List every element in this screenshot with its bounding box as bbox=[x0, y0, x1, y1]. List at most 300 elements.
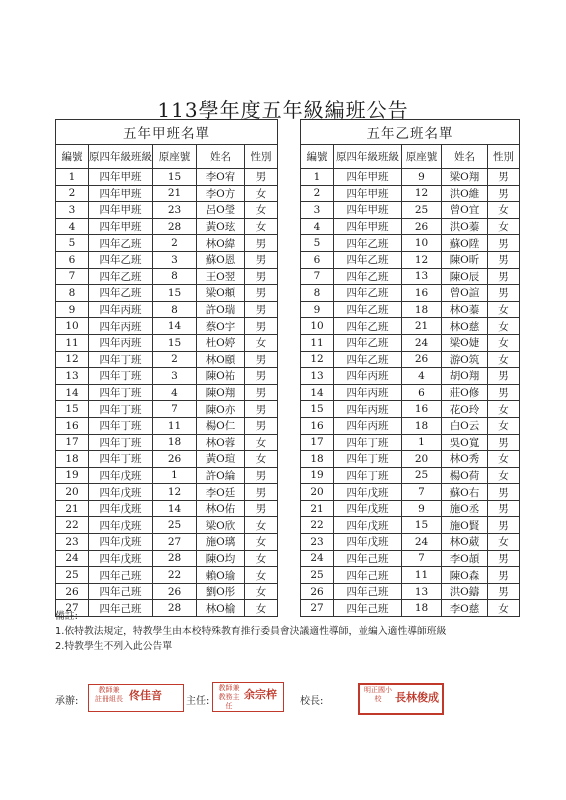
original-class-cell: 四年甲班 bbox=[89, 169, 153, 186]
original-class-cell: 四年己班 bbox=[89, 600, 153, 617]
student-name-cell: 陳O亦 bbox=[197, 401, 245, 418]
original-seat-cell: 18 bbox=[153, 434, 197, 451]
gender-cell: 男 bbox=[245, 417, 278, 434]
column-header: 編號 bbox=[301, 145, 334, 169]
student-name-cell: 施O璃 bbox=[197, 534, 245, 551]
original-seat-cell: 9 bbox=[402, 500, 442, 517]
original-seat-cell: 11 bbox=[153, 417, 197, 434]
seat-number-cell: 23 bbox=[56, 534, 89, 551]
original-class-cell: 四年乙班 bbox=[89, 268, 153, 285]
table-row bbox=[301, 434, 520, 451]
original-class-cell: 四年戊班 bbox=[334, 517, 402, 534]
original-class-cell: 四年丙班 bbox=[89, 318, 153, 335]
original-seat-cell: 12 bbox=[402, 251, 442, 268]
student-name-cell: 莊O修 bbox=[442, 384, 488, 401]
original-class-cell: 四年戊班 bbox=[334, 500, 402, 517]
student-name-cell: 林O榆 bbox=[197, 600, 245, 617]
note-item: 1.依特教法規定，特教學生由本校特殊教育推行委員會決議適性導師，並編入適性導師班級 bbox=[55, 626, 447, 637]
original-seat-cell: 6 bbox=[402, 384, 442, 401]
gender-cell: 男 bbox=[488, 550, 520, 567]
seat-number-cell: 19 bbox=[56, 467, 89, 484]
column-header: 原四年級班級 bbox=[334, 145, 402, 169]
original-seat-cell: 16 bbox=[402, 401, 442, 418]
seat-number-cell: 9 bbox=[56, 301, 89, 318]
original-class-cell: 四年己班 bbox=[334, 600, 402, 617]
seat-number-cell: 21 bbox=[56, 500, 89, 517]
table-row bbox=[56, 384, 278, 401]
gender-cell: 女 bbox=[245, 434, 278, 451]
student-name-cell: 陳O翔 bbox=[197, 384, 245, 401]
student-name-cell: 洪O蓁 bbox=[442, 218, 488, 235]
student-name-cell: 蘇O陞 bbox=[442, 235, 488, 252]
seat-number-cell: 17 bbox=[56, 434, 89, 451]
seat-number-cell: 11 bbox=[301, 334, 334, 351]
gender-cell: 女 bbox=[245, 334, 278, 351]
table-row bbox=[56, 434, 278, 451]
seat-number-cell: 20 bbox=[301, 484, 334, 501]
student-name-cell: 陳O辰 bbox=[442, 268, 488, 285]
original-seat-cell: 28 bbox=[153, 218, 197, 235]
student-name-cell: 許O瑞 bbox=[197, 301, 245, 318]
table-row bbox=[301, 467, 520, 484]
student-name-cell: 林O葳 bbox=[442, 534, 488, 551]
table-row bbox=[56, 185, 278, 202]
original-class-cell: 四年甲班 bbox=[334, 185, 402, 202]
gender-cell: 女 bbox=[488, 467, 520, 484]
column-header: 原座號 bbox=[402, 145, 442, 169]
gender-cell: 女 bbox=[488, 401, 520, 418]
original-class-cell: 四年己班 bbox=[334, 567, 402, 584]
original-seat-cell: 12 bbox=[402, 185, 442, 202]
original-seat-cell: 15 bbox=[153, 169, 197, 186]
column-header: 編號 bbox=[56, 145, 89, 169]
class-a-roster-table bbox=[55, 119, 278, 617]
original-seat-cell: 4 bbox=[153, 384, 197, 401]
seat-number-cell: 4 bbox=[56, 218, 89, 235]
original-class-cell: 四年丙班 bbox=[334, 401, 402, 418]
table-row bbox=[56, 467, 278, 484]
seat-number-cell: 25 bbox=[56, 567, 89, 584]
original-class-cell: 四年丁班 bbox=[89, 434, 153, 451]
original-class-cell: 四年戊班 bbox=[89, 484, 153, 501]
original-class-cell: 四年丁班 bbox=[334, 451, 402, 468]
gender-cell: 男 bbox=[245, 384, 278, 401]
original-class-cell: 四年乙班 bbox=[334, 334, 402, 351]
original-seat-cell: 21 bbox=[402, 318, 442, 335]
seat-number-cell: 25 bbox=[301, 567, 334, 584]
original-class-cell: 四年丙班 bbox=[334, 384, 402, 401]
seat-number-cell: 10 bbox=[301, 318, 334, 335]
gender-cell: 男 bbox=[245, 251, 278, 268]
original-class-cell: 四年乙班 bbox=[334, 351, 402, 368]
student-name-cell: 許O綸 bbox=[197, 467, 245, 484]
note-item: 2.特教學生不列入此公告單 bbox=[55, 641, 173, 652]
gender-cell: 女 bbox=[245, 550, 278, 567]
original-seat-cell: 20 bbox=[402, 451, 442, 468]
student-name-cell: 陳O昕 bbox=[442, 251, 488, 268]
gender-cell: 男 bbox=[488, 384, 520, 401]
seat-number-cell: 13 bbox=[56, 368, 89, 385]
original-seat-cell: 18 bbox=[402, 301, 442, 318]
seat-number-cell: 23 bbox=[301, 534, 334, 551]
original-seat-cell: 8 bbox=[153, 301, 197, 318]
original-seat-cell: 11 bbox=[402, 567, 442, 584]
gender-cell: 男 bbox=[245, 268, 278, 285]
original-class-cell: 四年乙班 bbox=[89, 285, 153, 302]
principal-seal-stamp: 明正國小 校 長林俊成 bbox=[358, 683, 444, 715]
gender-cell: 男 bbox=[245, 368, 278, 385]
original-seat-cell: 12 bbox=[153, 484, 197, 501]
gender-cell: 男 bbox=[488, 434, 520, 451]
original-class-cell: 四年丁班 bbox=[89, 417, 153, 434]
table-row bbox=[56, 301, 278, 318]
column-header: 姓名 bbox=[442, 145, 488, 169]
gender-cell: 男 bbox=[488, 169, 520, 186]
seat-number-cell: 27 bbox=[56, 600, 89, 617]
original-seat-cell: 16 bbox=[402, 285, 442, 302]
original-class-cell: 四年丙班 bbox=[334, 368, 402, 385]
gender-cell: 女 bbox=[245, 202, 278, 219]
original-seat-cell: 3 bbox=[153, 368, 197, 385]
gender-cell: 男 bbox=[245, 401, 278, 418]
seat-number-cell: 6 bbox=[301, 251, 334, 268]
original-seat-cell: 1 bbox=[402, 434, 442, 451]
gender-cell: 女 bbox=[245, 517, 278, 534]
table-row bbox=[301, 301, 520, 318]
student-name-cell: 黃O瑄 bbox=[197, 451, 245, 468]
student-name-cell: 王O翌 bbox=[197, 268, 245, 285]
table-row bbox=[56, 583, 278, 600]
student-name-cell: 花O玲 bbox=[442, 401, 488, 418]
original-seat-cell: 7 bbox=[402, 484, 442, 501]
student-name-cell: 蔡O宇 bbox=[197, 318, 245, 335]
seat-number-cell: 20 bbox=[56, 484, 89, 501]
original-seat-cell: 18 bbox=[402, 600, 442, 617]
table-row bbox=[301, 534, 520, 551]
gender-cell: 男 bbox=[245, 318, 278, 335]
original-seat-cell: 21 bbox=[153, 185, 197, 202]
gender-cell: 女 bbox=[488, 351, 520, 368]
student-name-cell: 杜O婷 bbox=[197, 334, 245, 351]
original-seat-cell: 26 bbox=[153, 451, 197, 468]
seat-number-cell: 13 bbox=[301, 368, 334, 385]
student-name-cell: 梁O翔 bbox=[442, 169, 488, 186]
original-seat-cell: 15 bbox=[402, 517, 442, 534]
gender-cell: 女 bbox=[245, 567, 278, 584]
student-name-cell: 楊O仁 bbox=[197, 417, 245, 434]
gender-cell: 男 bbox=[488, 517, 520, 534]
table-row bbox=[56, 567, 278, 584]
student-name-cell: 林O秀 bbox=[442, 451, 488, 468]
seat-number-cell: 10 bbox=[56, 318, 89, 335]
gender-cell: 女 bbox=[488, 301, 520, 318]
original-seat-cell: 14 bbox=[153, 318, 197, 335]
table-row bbox=[301, 368, 520, 385]
original-class-cell: 四年丁班 bbox=[334, 434, 402, 451]
original-seat-cell: 1 bbox=[153, 467, 197, 484]
gender-cell: 女 bbox=[245, 451, 278, 468]
table-row bbox=[56, 401, 278, 418]
original-seat-cell: 4 bbox=[402, 368, 442, 385]
seat-number-cell: 15 bbox=[56, 401, 89, 418]
director-label: 主任: bbox=[186, 696, 210, 707]
original-class-cell: 四年乙班 bbox=[334, 318, 402, 335]
table-row bbox=[301, 384, 520, 401]
table-row bbox=[301, 318, 520, 335]
table-row bbox=[301, 235, 520, 252]
student-name-cell: 黃O玹 bbox=[197, 218, 245, 235]
student-name-cell: 梁O頫 bbox=[197, 285, 245, 302]
seat-number-cell: 22 bbox=[301, 517, 334, 534]
original-seat-cell: 26 bbox=[402, 351, 442, 368]
student-name-cell: 吳O寬 bbox=[442, 434, 488, 451]
handler-seal-stamp: 教師兼 註冊組長 佟佳音 bbox=[88, 684, 184, 712]
table-row bbox=[56, 484, 278, 501]
student-name-cell: 白O云 bbox=[442, 417, 488, 434]
table-row bbox=[56, 318, 278, 335]
gender-cell: 女 bbox=[245, 185, 278, 202]
table-row bbox=[301, 550, 520, 567]
student-name-cell: 呂O瑩 bbox=[197, 202, 245, 219]
student-name-cell: 洪O鑄 bbox=[442, 583, 488, 600]
class-b-roster-table bbox=[300, 119, 520, 617]
seat-number-cell: 4 bbox=[301, 218, 334, 235]
gender-cell: 男 bbox=[245, 285, 278, 302]
seat-number-cell: 22 bbox=[56, 517, 89, 534]
student-name-cell: 梁O欣 bbox=[197, 517, 245, 534]
original-seat-cell: 26 bbox=[153, 583, 197, 600]
student-name-cell: 林O蓁 bbox=[442, 301, 488, 318]
original-seat-cell: 25 bbox=[153, 517, 197, 534]
seat-number-cell: 16 bbox=[56, 417, 89, 434]
student-name-cell: 林O頤 bbox=[197, 351, 245, 368]
table-caption: 五年乙班名單 bbox=[301, 120, 520, 145]
original-seat-cell: 2 bbox=[153, 351, 197, 368]
seat-number-cell: 15 bbox=[301, 401, 334, 418]
seat-number-cell: 14 bbox=[56, 384, 89, 401]
gender-cell: 女 bbox=[488, 600, 520, 617]
original-seat-cell: 13 bbox=[402, 268, 442, 285]
gender-cell: 男 bbox=[488, 251, 520, 268]
student-name-cell: 胡O翔 bbox=[442, 368, 488, 385]
original-class-cell: 四年己班 bbox=[334, 550, 402, 567]
table-row bbox=[56, 550, 278, 567]
gender-cell: 男 bbox=[488, 567, 520, 584]
table-row bbox=[56, 218, 278, 235]
student-name-cell: 游O筑 bbox=[442, 351, 488, 368]
original-seat-cell: 27 bbox=[153, 534, 197, 551]
original-seat-cell: 22 bbox=[153, 567, 197, 584]
table-row bbox=[56, 285, 278, 302]
original-seat-cell: 15 bbox=[153, 285, 197, 302]
student-name-cell: 楊O荷 bbox=[442, 467, 488, 484]
student-name-cell: 李O方 bbox=[197, 185, 245, 202]
seat-number-cell: 24 bbox=[301, 550, 334, 567]
original-seat-cell: 13 bbox=[402, 583, 442, 600]
student-name-cell: 李O慈 bbox=[442, 600, 488, 617]
original-seat-cell: 7 bbox=[153, 401, 197, 418]
original-seat-cell: 10 bbox=[402, 235, 442, 252]
student-name-cell: 洪O維 bbox=[442, 185, 488, 202]
seat-number-cell: 2 bbox=[301, 185, 334, 202]
seat-number-cell: 16 bbox=[301, 417, 334, 434]
student-name-cell: 梁O婕 bbox=[442, 334, 488, 351]
column-header: 姓名 bbox=[197, 145, 245, 169]
student-name-cell: 蘇O恩 bbox=[197, 251, 245, 268]
table-row bbox=[56, 368, 278, 385]
table-row bbox=[301, 185, 520, 202]
original-class-cell: 四年乙班 bbox=[89, 235, 153, 252]
original-class-cell: 四年乙班 bbox=[89, 251, 153, 268]
gender-cell: 男 bbox=[488, 583, 520, 600]
student-name-cell: 施O賢 bbox=[442, 517, 488, 534]
seat-number-cell: 8 bbox=[301, 285, 334, 302]
table-row bbox=[56, 517, 278, 534]
student-name-cell: 曾O諠 bbox=[442, 285, 488, 302]
seat-number-cell: 26 bbox=[301, 583, 334, 600]
table-row bbox=[301, 417, 520, 434]
original-seat-cell: 24 bbox=[402, 334, 442, 351]
original-seat-cell: 28 bbox=[153, 600, 197, 617]
table-row bbox=[301, 169, 520, 186]
seat-number-cell: 9 bbox=[301, 301, 334, 318]
gender-cell: 女 bbox=[488, 218, 520, 235]
student-name-cell: 陳O祐 bbox=[197, 368, 245, 385]
original-seat-cell: 2 bbox=[153, 235, 197, 252]
signoff-row bbox=[0, 684, 566, 724]
table-row bbox=[56, 202, 278, 219]
seat-number-cell: 3 bbox=[301, 202, 334, 219]
original-class-cell: 四年乙班 bbox=[334, 235, 402, 252]
director-seal-stamp: 教師兼 教務主任 余宗梓 bbox=[212, 682, 284, 712]
original-seat-cell: 28 bbox=[153, 550, 197, 567]
table-row bbox=[301, 583, 520, 600]
gender-cell: 男 bbox=[488, 235, 520, 252]
table-row bbox=[301, 285, 520, 302]
original-class-cell: 四年甲班 bbox=[89, 218, 153, 235]
original-class-cell: 四年乙班 bbox=[334, 285, 402, 302]
table-row bbox=[301, 351, 520, 368]
table-row bbox=[301, 202, 520, 219]
original-class-cell: 四年戊班 bbox=[89, 517, 153, 534]
gender-cell: 男 bbox=[245, 169, 278, 186]
table-row bbox=[56, 534, 278, 551]
column-header: 性別 bbox=[245, 145, 278, 169]
principal-label: 校長: bbox=[300, 696, 324, 707]
original-seat-cell: 15 bbox=[153, 334, 197, 351]
table-row bbox=[56, 500, 278, 517]
gender-cell: 女 bbox=[245, 534, 278, 551]
column-header: 原座號 bbox=[153, 145, 197, 169]
original-class-cell: 四年丁班 bbox=[89, 451, 153, 468]
seat-number-cell: 18 bbox=[56, 451, 89, 468]
seat-number-cell: 27 bbox=[301, 600, 334, 617]
student-name-cell: 林O蓉 bbox=[197, 434, 245, 451]
gender-cell: 男 bbox=[488, 368, 520, 385]
table-row bbox=[56, 417, 278, 434]
gender-cell: 男 bbox=[245, 351, 278, 368]
table-row bbox=[301, 517, 520, 534]
table-caption: 五年甲班名單 bbox=[56, 120, 278, 145]
original-class-cell: 四年乙班 bbox=[334, 268, 402, 285]
table-row bbox=[301, 334, 520, 351]
original-seat-cell: 25 bbox=[402, 202, 442, 219]
gender-cell: 女 bbox=[488, 334, 520, 351]
table-row bbox=[301, 451, 520, 468]
gender-cell: 男 bbox=[245, 467, 278, 484]
student-name-cell: 賴O瑜 bbox=[197, 567, 245, 584]
seat-number-cell: 7 bbox=[56, 268, 89, 285]
seat-number-cell: 24 bbox=[56, 550, 89, 567]
gender-cell: 男 bbox=[488, 185, 520, 202]
original-class-cell: 四年丁班 bbox=[89, 384, 153, 401]
page-title: 113學年度五年級編班公告 bbox=[157, 98, 409, 122]
original-seat-cell: 25 bbox=[402, 467, 442, 484]
original-class-cell: 四年戊班 bbox=[89, 467, 153, 484]
original-class-cell: 四年乙班 bbox=[334, 251, 402, 268]
original-seat-cell: 9 bbox=[402, 169, 442, 186]
student-name-cell: 李O宥 bbox=[197, 169, 245, 186]
original-class-cell: 四年戊班 bbox=[334, 484, 402, 501]
original-class-cell: 四年戊班 bbox=[89, 500, 153, 517]
original-class-cell: 四年己班 bbox=[89, 567, 153, 584]
student-name-cell: 林O慈 bbox=[442, 318, 488, 335]
original-class-cell: 四年丙班 bbox=[334, 417, 402, 434]
original-class-cell: 四年甲班 bbox=[334, 218, 402, 235]
table-row bbox=[301, 484, 520, 501]
original-seat-cell: 26 bbox=[402, 218, 442, 235]
original-class-cell: 四年戊班 bbox=[89, 550, 153, 567]
gender-cell: 女 bbox=[488, 534, 520, 551]
seat-number-cell: 2 bbox=[56, 185, 89, 202]
table-row bbox=[56, 169, 278, 186]
table-row bbox=[56, 268, 278, 285]
gender-cell: 男 bbox=[488, 268, 520, 285]
seat-number-cell: 1 bbox=[301, 169, 334, 186]
seat-number-cell: 21 bbox=[301, 500, 334, 517]
table-row bbox=[56, 334, 278, 351]
column-header: 性別 bbox=[488, 145, 520, 169]
student-name-cell: 劉O彤 bbox=[197, 583, 245, 600]
gender-cell: 女 bbox=[488, 318, 520, 335]
original-class-cell: 四年甲班 bbox=[334, 169, 402, 186]
student-name-cell: 蘇O右 bbox=[442, 484, 488, 501]
original-seat-cell: 23 bbox=[153, 202, 197, 219]
original-seat-cell: 24 bbox=[402, 534, 442, 551]
seat-number-cell: 8 bbox=[56, 285, 89, 302]
original-class-cell: 四年丁班 bbox=[89, 401, 153, 418]
student-name-cell: 林O緯 bbox=[197, 235, 245, 252]
original-class-cell: 四年戊班 bbox=[89, 534, 153, 551]
seat-number-cell: 18 bbox=[301, 451, 334, 468]
seat-number-cell: 19 bbox=[301, 467, 334, 484]
gender-cell: 男 bbox=[245, 301, 278, 318]
table-row bbox=[56, 451, 278, 468]
seat-number-cell: 5 bbox=[56, 235, 89, 252]
student-name-cell: 曾O宜 bbox=[442, 202, 488, 219]
gender-cell: 女 bbox=[245, 218, 278, 235]
gender-cell: 男 bbox=[488, 484, 520, 501]
gender-cell: 女 bbox=[245, 600, 278, 617]
gender-cell: 男 bbox=[488, 285, 520, 302]
gender-cell: 女 bbox=[488, 202, 520, 219]
student-name-cell: 施O丞 bbox=[442, 500, 488, 517]
original-class-cell: 四年丙班 bbox=[89, 301, 153, 318]
gender-cell: 男 bbox=[245, 235, 278, 252]
gender-cell: 男 bbox=[245, 484, 278, 501]
gender-cell: 女 bbox=[488, 417, 520, 434]
table-row bbox=[56, 235, 278, 252]
